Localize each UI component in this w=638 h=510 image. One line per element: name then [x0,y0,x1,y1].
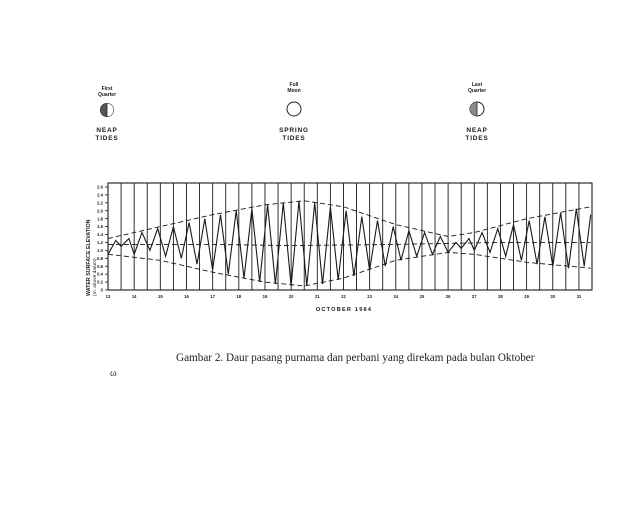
series-water-level [108,201,591,286]
moon-phase-label: Full Moon [287,82,301,94]
x-tick-label: 28 [498,294,503,299]
series-lower-envelope [108,252,591,286]
page-mark: ω [110,368,117,379]
tide-label: SPRING TIDES [279,127,309,142]
x-tick-label: 22 [341,294,346,299]
y-tick-label: 1.8 [97,216,103,222]
x-tick-label: 19 [262,294,268,299]
tide-label: NEAP TIDES [465,127,489,142]
y-tick-label: 1.2 [97,240,103,246]
y-tick-label: 0 [100,287,103,293]
y-tick-label: 0.8 [97,255,103,261]
x-tick-label: 17 [210,294,215,299]
x-tick-label: 31 [576,294,582,299]
x-tick-label: 25 [419,294,425,299]
y-tick-label: 1.4 [97,232,103,238]
x-tick-label: 21 [314,294,320,299]
x-tick-label: 27 [471,294,477,299]
y-tick-label: 2.4 [97,192,103,198]
y-tick-label: 1.0 [97,247,103,253]
moon-phase-label: Last Quarter [467,82,487,94]
y-tick-label: 1.6 [97,224,103,230]
x-tick-label: 26 [445,294,451,299]
y-tick-label: 0.6 [97,263,103,269]
y-axis-label: WATER SURFACE ELEVATION [86,219,92,296]
x-tick-label: 13 [105,294,111,299]
moon-phase-label: First Quarter [97,86,117,98]
x-tick-label: 15 [157,294,163,299]
series-upper-envelope [108,201,591,239]
x-tick-label: 16 [184,294,189,299]
x-tick-label: 14 [131,294,137,299]
x-tick-label: 24 [393,294,399,299]
y-tick-label: 2.6 [97,184,103,190]
figure-caption: Gambar 2. Daur pasang purnama dan perbani yang direkam pada bulan Oktober [176,352,535,364]
y-tick-label: 0.4 [97,271,103,277]
tide-label: NEAP TIDES [95,127,119,142]
x-tick-label: 23 [367,294,372,299]
y-tick-label: 0.2 [97,279,103,285]
x-tick-label: 29 [524,294,529,299]
x-tick-label: 18 [236,294,242,299]
x-tick-label: 20 [288,294,294,299]
x-tick-label: 30 [550,294,556,299]
x-axis-label: OCTOBER 1984 [315,307,373,313]
y-tick-label: 2.0 [97,208,103,214]
plot-frame [108,183,592,290]
y-tick-label: 2.2 [97,200,103,206]
y-axis-sub-label: (m. above datum) [93,258,98,296]
